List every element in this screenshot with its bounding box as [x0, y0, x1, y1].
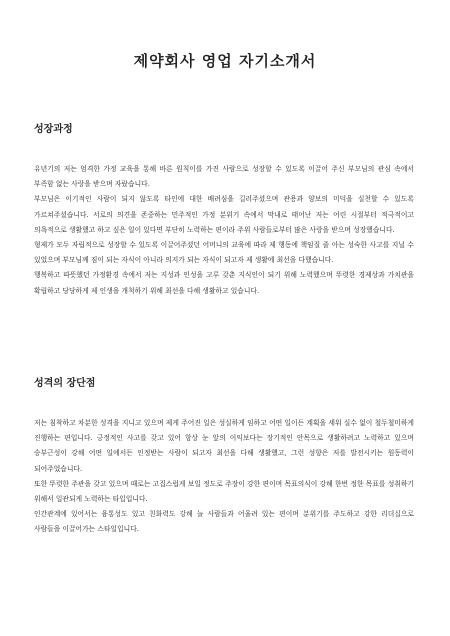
paragraph: 유년기의 저는 엄격한 가정 교육을 통해 바른 원칙이를 가진 사람으로 성장할 수 있도록 이끌어 주신 부모님의 관심 속에서 부족함 없는 사랑을 받으며 자랐습니다.: [34, 165, 414, 189]
section-personality: [34, 374, 414, 538]
paragraph: 저는 침착하고 차분한 성격을 지니고 있으며 제게 주어진 일은 성실하게 임하고 어떤 일이든 계획을 세워 실수 없이 철두철미하게 진행하는 편입니다. 긍정적인 사고를 갖고 있어 항상 눈 앞의 이익보다는 장기적인 안목으로 생활하려고 노력하고 있으며 승부근성이 강해 어떤 일에서든 인정받는 사람이 되고자 최선을 다해 생활했고, 그런 성향은 저를 발전시키는 원동력이 되어주었습니다.: [34, 419, 414, 473]
paragraph: 또한 뚜렷한 주관을 갖고 있으며 때로는 고집스럽게 보일 정도로 주장이 강한 편이며 목표의식이 강해 한번 정한 목표를 성취하기 위해서 일관되게 노력하는 타입입니다.: [34, 479, 414, 504]
document-title: 제약회사 영업 자기소개서: [133, 52, 317, 70]
paragraph: 인간관계에 있어서는 융통성도 있고 친화력도 강해 늘 사람들과 어울려 있는 편이며 분위기를 주도하고 강한 리더십으로 사람들을 이끌어가는 스타일입니다.: [34, 510, 414, 534]
section-growth: [34, 120, 414, 299]
paragraph: 부모님은 이기적인 사람이 되지 않도록 타인에 대한 배려심을 길러주셨으며 관용과 양보의 미덕을 실천할 수 있도록 가르쳐주셨습니다. 서로의 의견을 존중하는 민주적인 가정 분위기 속에서 막내로 태어난 저는 어린 시절부터 적극적이고 의욕적으로 생활했고 하고 싶은 일이 있다면 부단히 노력하는 편이라 주위 사람들로부터 많은 사랑을 받으며 성장했습니다.: [34, 195, 414, 234]
section-heading: 성격의 장단점: [34, 378, 96, 389]
section-heading: 성장과정: [34, 124, 73, 135]
paragraph: 형제가 모두 자립적으로 성장할 수 있도록 이끌어주셨던 어머니의 교육에 따라 제 행동에 책임질 줄 아는 성숙한 사고를 지닐 수 있었으며 부모님께 짐이 되는 자식이 아니라 의지가 되는 자식이 되고자 제 생활에 최선을 다했습니다.: [34, 241, 414, 265]
paragraph: 행복하고 따뜻했던 가정환경 속에서 저는 지성과 인성을 고루 갖춘 지식인이 되기 위해 노력했으며 뚜렷한 경제상과 가치관을 확립하고 당당하게 제 인생을 개척하기 위해 최선을 다해 생활하고 있습니다.: [34, 271, 414, 295]
